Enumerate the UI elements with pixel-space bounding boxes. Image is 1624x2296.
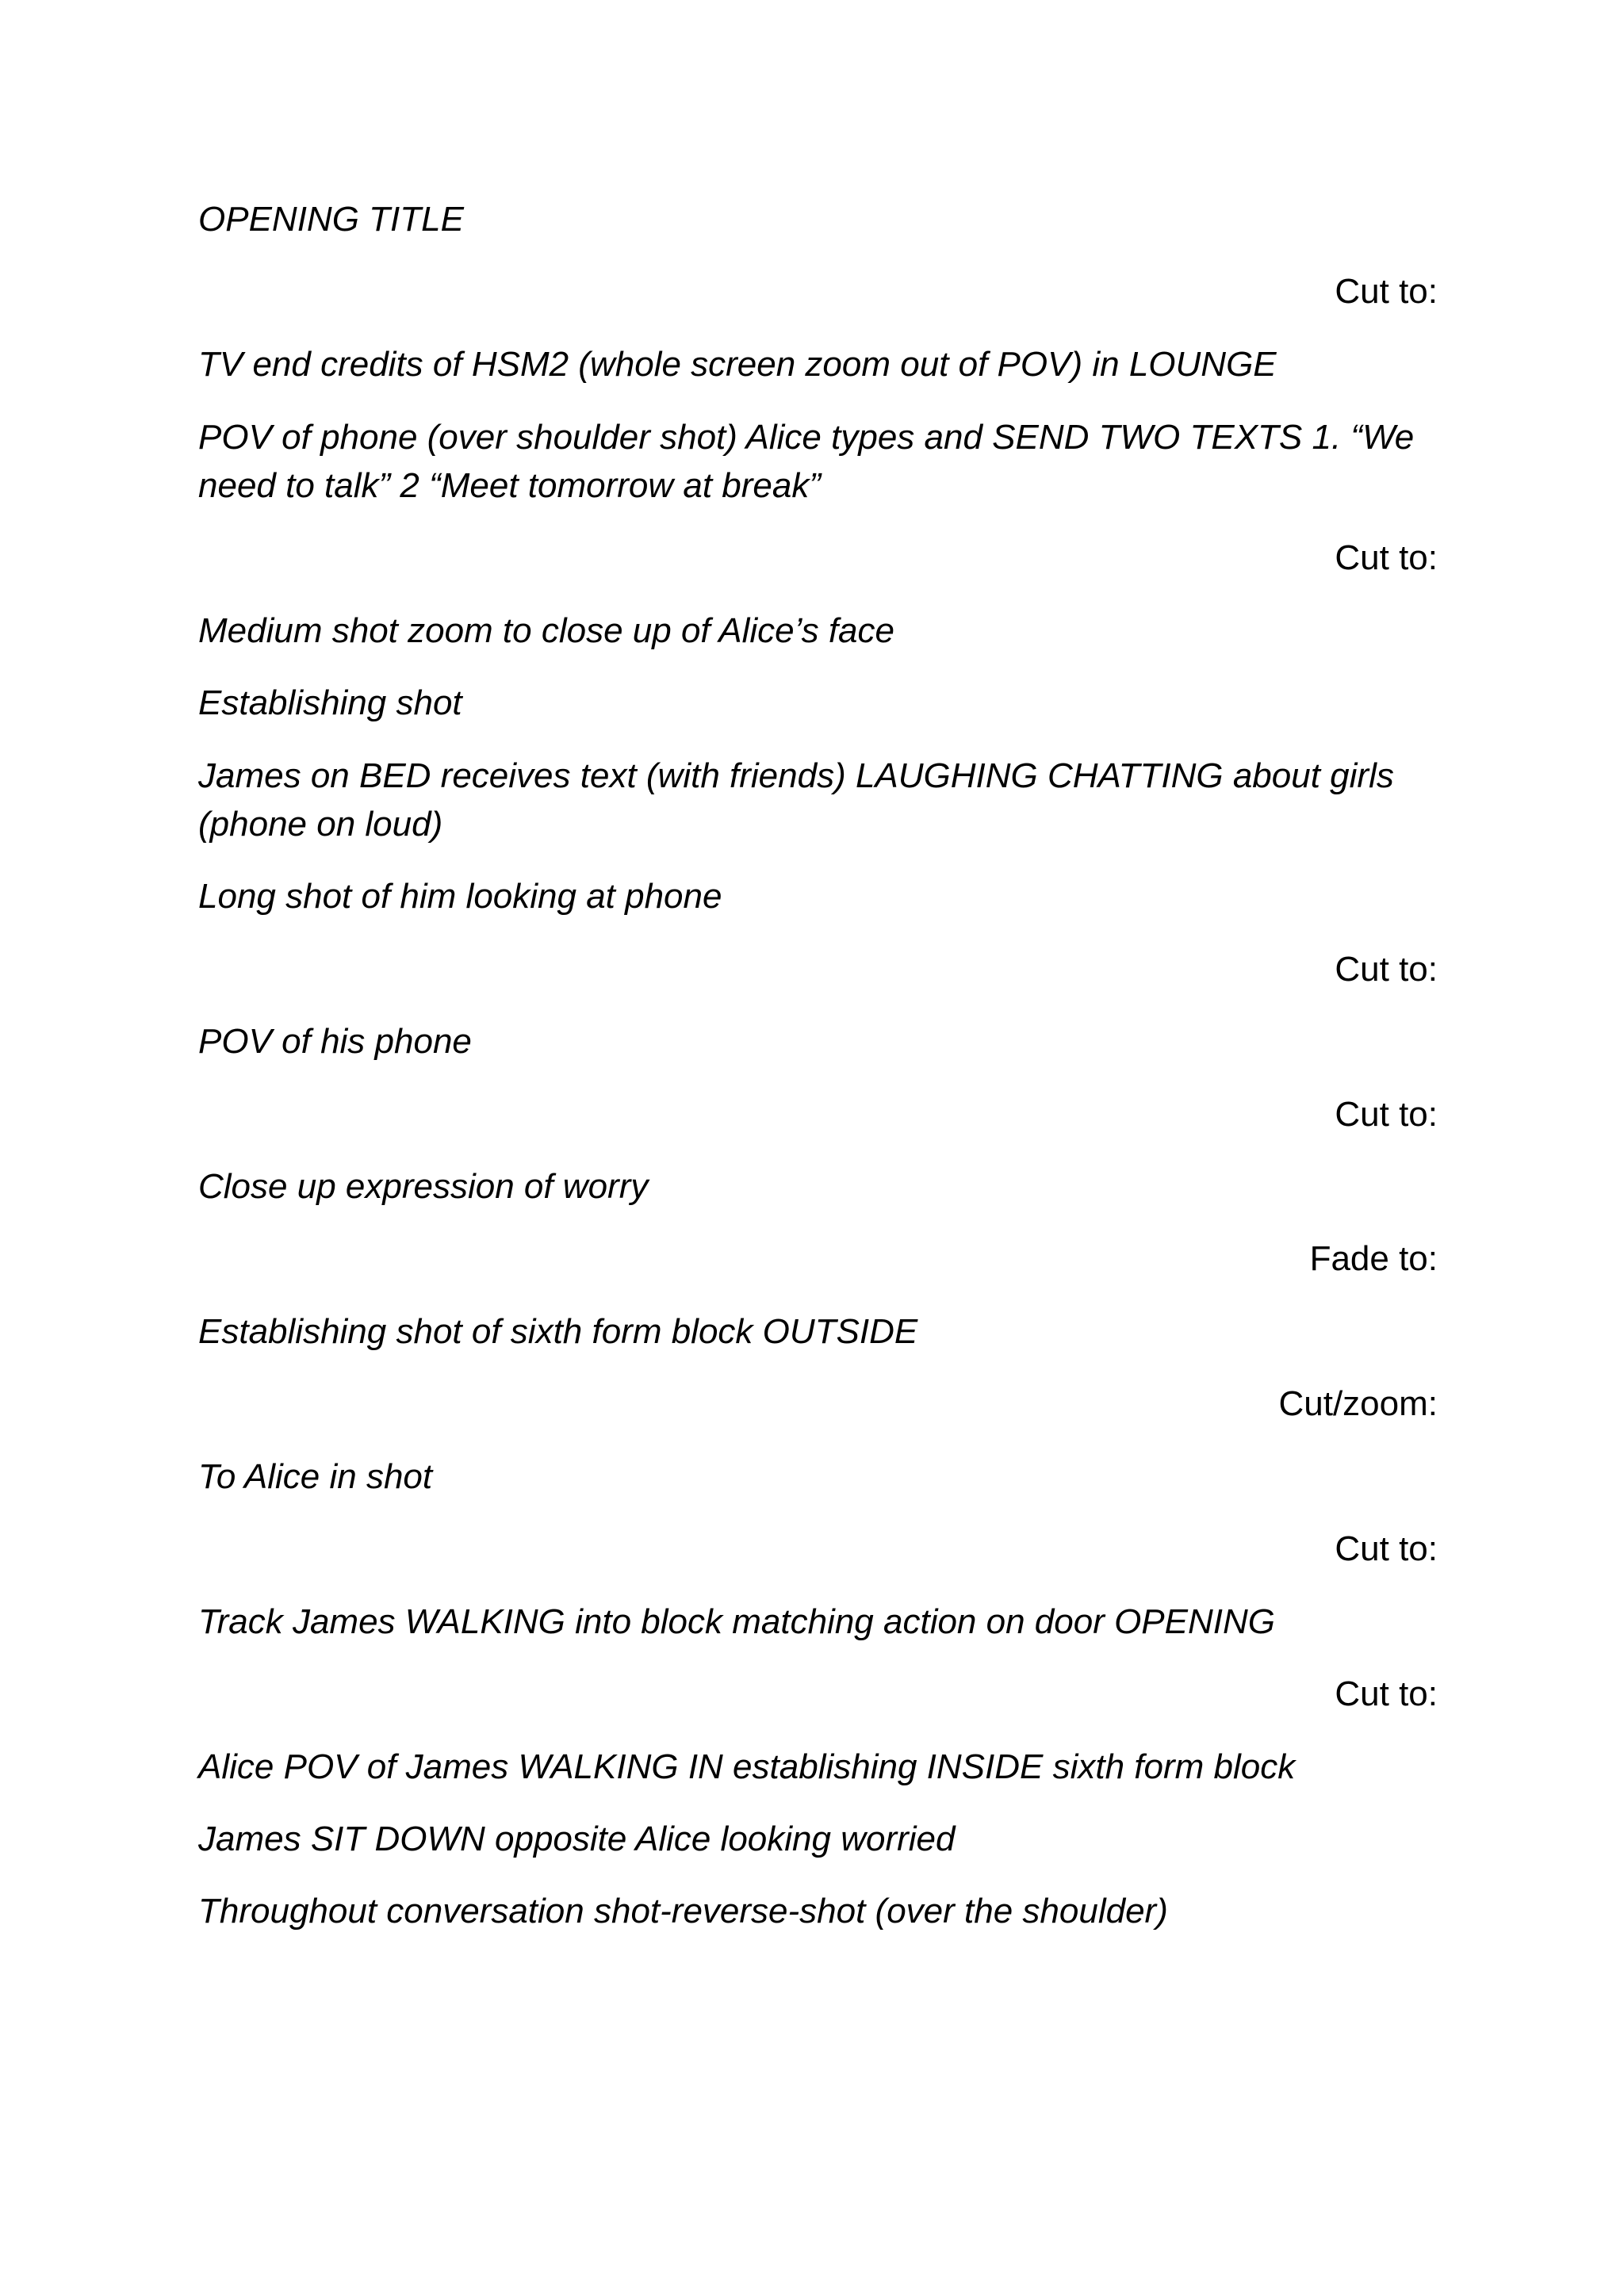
direction-james-bed-line-1: James on BED receives text (with friends) LAUGHING CHATTING about girls <box>198 756 1394 795</box>
transition-cut-to-3: Cut to: <box>1335 950 1438 989</box>
opening-title: OPENING TITLE <box>198 200 464 239</box>
direction-establishing-shot: Establishing shot <box>198 683 462 722</box>
direction-james-bed-line-2: (phone on loud) <box>198 805 443 844</box>
direction-pov-phone-line-2: need to talk” 2 “Meet tomorrow at break” <box>198 466 821 505</box>
transition-cut-to-5: Cut to: <box>1335 1529 1438 1568</box>
transition-cut-to-1: Cut to: <box>1335 272 1438 311</box>
direction-james-sit-down: James SIT DOWN opposite Alice looking worried <box>198 1820 956 1858</box>
direction-alice-pov: Alice POV of James WALKING IN establishing INSIDE sixth form block <box>198 1747 1296 1786</box>
transition-fade-to: Fade to: <box>1309 1239 1438 1278</box>
direction-medium-shot: Medium shot zoom to close up of Alice’s face <box>198 611 894 650</box>
direction-close-up-worry: Close up expression of worry <box>198 1167 649 1206</box>
direction-pov-phone-line-1: POV of phone (over shoulder shot) Alice types and SEND TWO TEXTS 1. “We <box>198 418 1415 457</box>
direction-alice-in-shot: To Alice in shot <box>198 1457 433 1496</box>
direction-long-shot: Long shot of him looking at phone <box>198 877 722 916</box>
direction-pov-his-phone: POV of his phone <box>198 1022 472 1061</box>
transition-cut-zoom: Cut/zoom: <box>1278 1384 1438 1423</box>
transition-cut-to-6: Cut to: <box>1335 1674 1438 1713</box>
transition-cut-to-4: Cut to: <box>1335 1095 1438 1134</box>
transition-cut-to-2: Cut to: <box>1335 538 1438 577</box>
direction-tv-end-credits: TV end credits of HSM2 (whole screen zoom out of POV) in LOUNGE <box>198 345 1277 384</box>
direction-track-james: Track James WALKING into block matching action on door OPENING <box>198 1602 1276 1641</box>
direction-establishing-sixth-form: Establishing shot of sixth form block OUTSIDE <box>198 1312 918 1351</box>
direction-conversation: Throughout conversation shot-reverse-shot (over the shoulder) <box>198 1892 1168 1931</box>
